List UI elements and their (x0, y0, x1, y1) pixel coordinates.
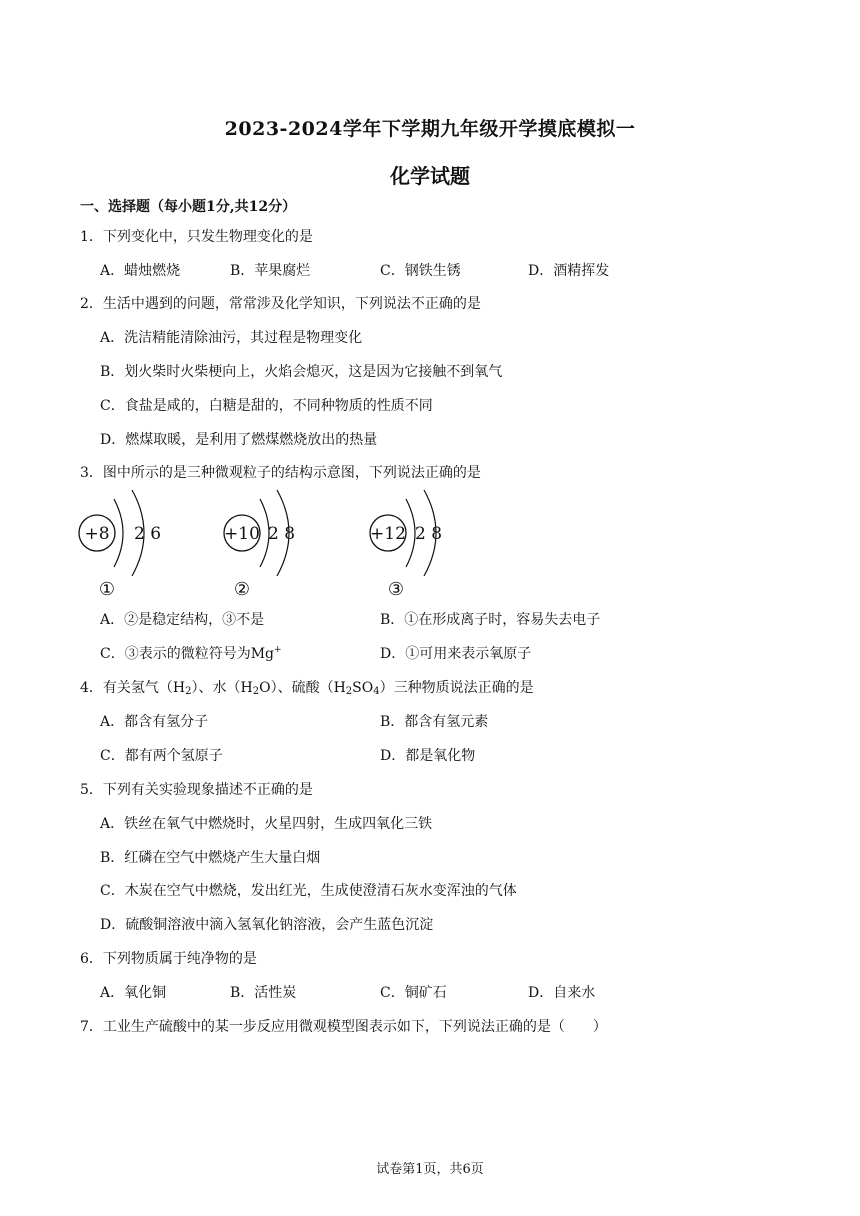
exam-title: 2023-2024学年下学期九年级开学摸底模拟一 (224, 118, 636, 140)
q3-option-d: D．①可用来表示氧原子 (380, 646, 532, 662)
q3-option-b: B．①在形成离子时，容易失去电子 (380, 612, 601, 628)
atom-1-shells: 2 6 (134, 524, 162, 544)
q4-option-d: D．都是氧化物 (380, 748, 476, 764)
atom-diagram-3 (370, 490, 442, 600)
atom-1-nucleus: +8 (84, 524, 110, 544)
question-2-stem: 2．生活中遇到的问题，常常涉及化学知识，下列说法不正确的是 (80, 296, 481, 312)
q2-option-d: D．燃煤取暖，是利用了燃煤燃烧放出的热量 (100, 432, 378, 448)
exam-subtitle: 化学试题 (390, 164, 470, 188)
q5-option-d: D．硫酸铜溶液中滴入氢氧化钠溶液，会产生蓝色沉淀 (100, 917, 434, 933)
q2-option-a: A．洗洁精能清除油污，其过程是物理变化 (100, 330, 363, 346)
q1-option-a: A．蜡烛燃烧 (100, 263, 181, 279)
section-heading: 一、选择题（每小题1分,共12分） (80, 199, 297, 215)
question-4-stem: 4．有关氢气$(H_2)$、水$(H_2O)$、硫酸$(H_2SO_4)$三种物质说法正确的是 (80, 680, 534, 697)
atom-2-label: ② (233, 579, 251, 600)
atom-diagram-2 (224, 490, 295, 600)
question-6-stem: 6．下列物质属于纯净物的是 (80, 951, 257, 967)
atom-3-label: ③ (387, 579, 405, 600)
q2-option-c: C．食盐是咸的，白糖是甜的，不同种物质的性质不同 (100, 398, 433, 414)
atom-structure-diagram (70, 482, 490, 600)
q1-option-d: D．酒精挥发 (528, 263, 610, 279)
q6-option-a: A．氧化铜 (100, 985, 167, 1001)
q6-option-d: D．自来水 (528, 985, 596, 1001)
page-footer: 试卷第1页，共6页 (376, 1162, 484, 1177)
q5-option-a: A．铁丝在氧气中燃烧时，火星四射，生成四氧化三铁 (100, 816, 433, 832)
q3-option-a: A．②是稳定结构，③不是 (100, 612, 265, 628)
q4-option-c: C．都有两个氢原子 (100, 748, 223, 764)
question-3-stem: 3．图中所示的是三种微观粒子的结构示意图，下列说法正确的是 (80, 465, 481, 481)
q1-option-b: B．苹果腐烂 (230, 263, 311, 279)
atom-diagram-1 (79, 490, 161, 600)
question-5-stem: 5．下列有关实验现象描述不正确的是 (80, 782, 313, 798)
q5-option-b: B．红磷在空气中燃烧产生大量白烟 (100, 850, 321, 866)
atom-3-nucleus: +12 (370, 524, 406, 544)
question-1-stem: 1．下列变化中，只发生物理变化的是 (80, 229, 313, 245)
q2-option-b: B．划火柴时火柴梗向上，火焰会熄灭，这是因为它接触不到氧气 (100, 364, 503, 380)
q4-option-a: A．都含有氢分子 (100, 714, 209, 730)
q4-option-b: B．都含有氢元素 (380, 714, 489, 730)
atom-1-label: ① (98, 579, 116, 600)
q6-option-c: C．铜矿石 (380, 985, 447, 1001)
atom-2-nucleus: +10 (224, 524, 260, 544)
q1-option-c: C．钢铁生锈 (380, 263, 461, 279)
atom-2-shells: 2 8 (268, 524, 296, 544)
q5-option-c: C．木炭在空气中燃烧，发出红光，生成使澄清石灰水变浑浊的气体 (100, 883, 517, 899)
question-7-stem: 7．工业生产硫酸中的某一步反应用微观模型图表示如下，下列说法正确的是（ ） (80, 1019, 607, 1035)
q3-option-c: C．③表示的微粒符号为Mg+ (100, 645, 282, 662)
atom-3-shells: 2 8 (415, 524, 443, 544)
q6-option-b: B．活性炭 (230, 985, 297, 1001)
